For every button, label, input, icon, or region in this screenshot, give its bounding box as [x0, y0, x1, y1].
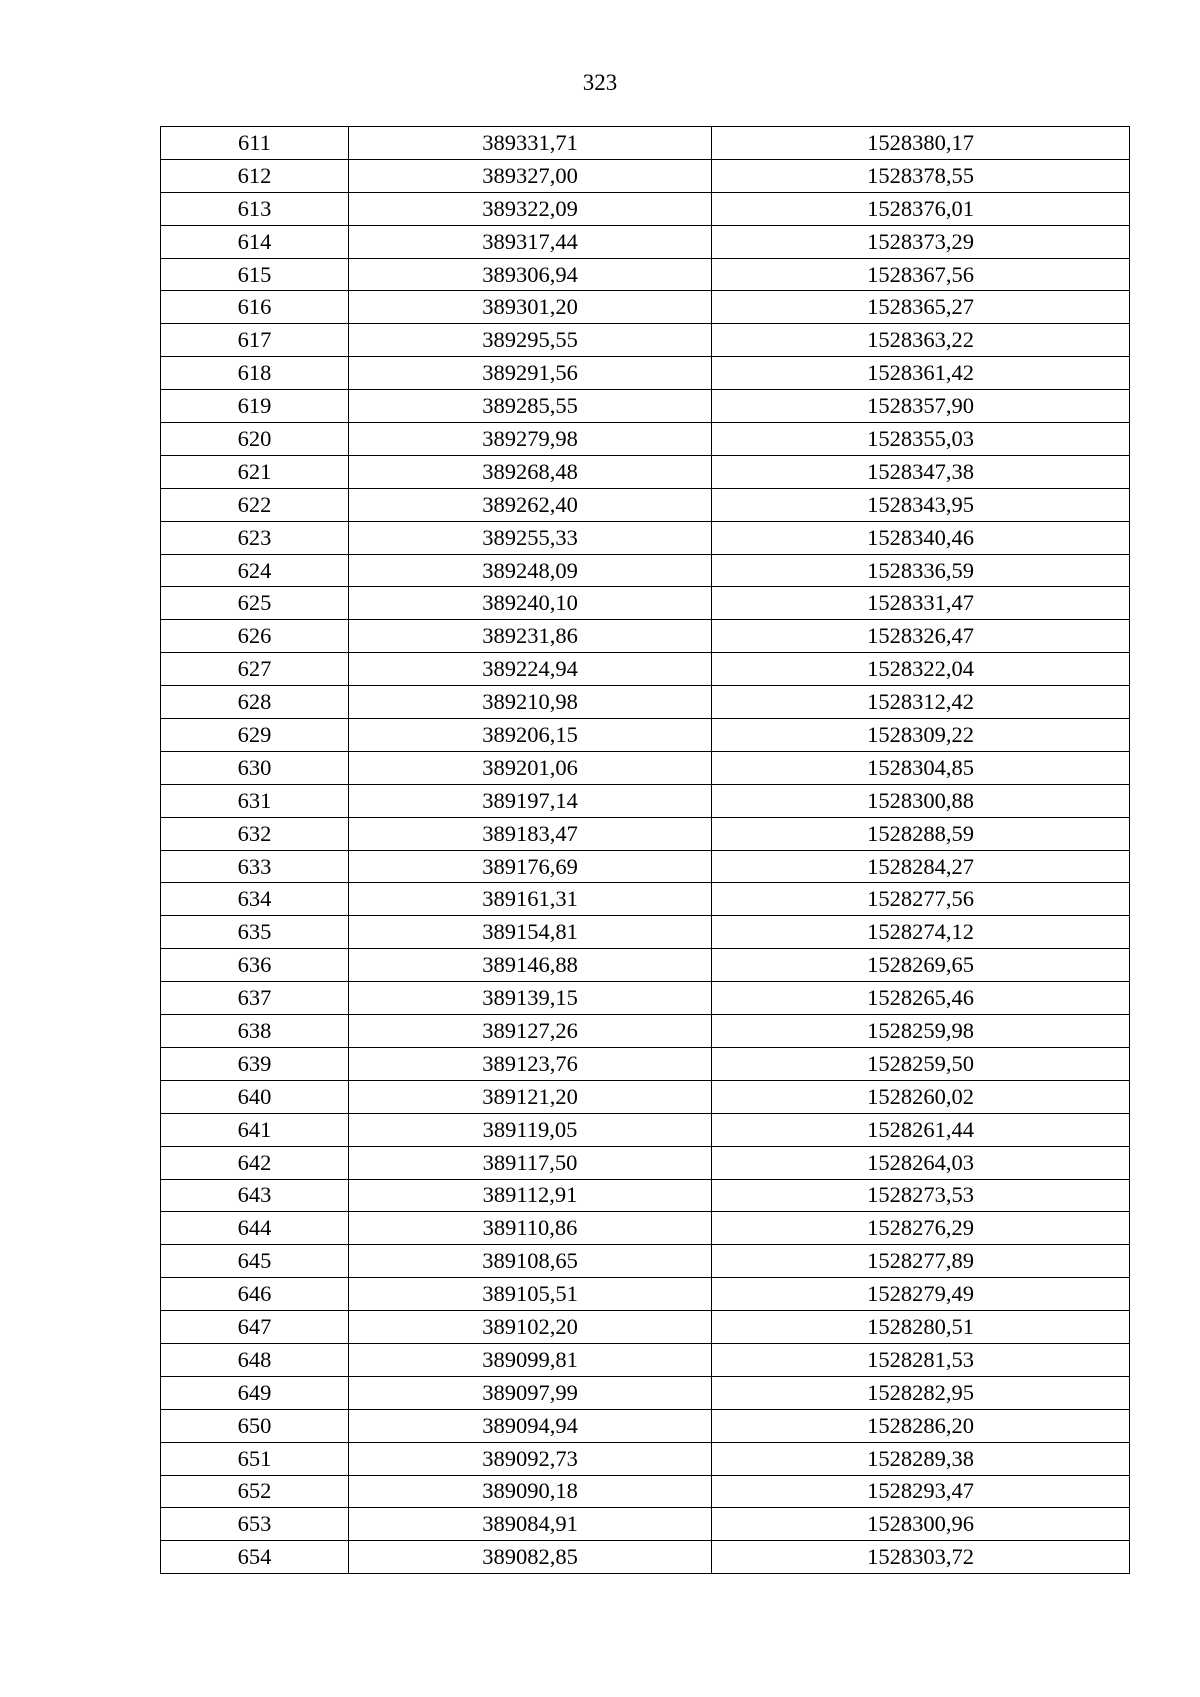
table-row	[161, 719, 1130, 752]
point-number-cell: 624	[161, 554, 349, 587]
x-coordinate-cell: 389154,81	[349, 916, 712, 949]
x-coordinate-cell: 389327,00	[349, 159, 712, 192]
point-number-cell: 650	[161, 1409, 349, 1442]
y-coordinate-cell: 1528303,72	[712, 1541, 1130, 1574]
x-coordinate-cell: 389262,40	[349, 488, 712, 521]
table-row	[161, 159, 1130, 192]
point-number-cell: 645	[161, 1245, 349, 1278]
x-coordinate-cell: 389084,91	[349, 1508, 712, 1541]
table-row	[161, 620, 1130, 653]
table-row	[161, 883, 1130, 916]
x-coordinate-cell: 389248,09	[349, 554, 712, 587]
x-coordinate-cell: 389119,05	[349, 1113, 712, 1146]
x-coordinate-cell: 389206,15	[349, 719, 712, 752]
coordinates-table	[160, 126, 1130, 1574]
x-coordinate-cell: 389094,94	[349, 1409, 712, 1442]
y-coordinate-cell: 1528347,38	[712, 455, 1130, 488]
point-number-cell: 636	[161, 949, 349, 982]
y-coordinate-cell: 1528282,95	[712, 1376, 1130, 1409]
point-number-cell: 630	[161, 751, 349, 784]
y-coordinate-cell: 1528326,47	[712, 620, 1130, 653]
table-row	[161, 488, 1130, 521]
y-coordinate-cell: 1528281,53	[712, 1343, 1130, 1376]
y-coordinate-cell: 1528312,42	[712, 686, 1130, 719]
table-row	[161, 686, 1130, 719]
point-number-cell: 617	[161, 324, 349, 357]
table-row	[161, 817, 1130, 850]
x-coordinate-cell: 389110,86	[349, 1212, 712, 1245]
table-row	[161, 1508, 1130, 1541]
y-coordinate-cell: 1528300,88	[712, 784, 1130, 817]
point-number-cell: 628	[161, 686, 349, 719]
point-number-cell: 649	[161, 1376, 349, 1409]
x-coordinate-cell: 389210,98	[349, 686, 712, 719]
x-coordinate-cell: 389301,20	[349, 291, 712, 324]
table-row	[161, 653, 1130, 686]
x-coordinate-cell: 389092,73	[349, 1442, 712, 1475]
point-number-cell: 618	[161, 357, 349, 390]
y-coordinate-cell: 1528361,42	[712, 357, 1130, 390]
point-number-cell: 634	[161, 883, 349, 916]
point-number-cell: 614	[161, 225, 349, 258]
y-coordinate-cell: 1528260,02	[712, 1080, 1130, 1113]
y-coordinate-cell: 1528265,46	[712, 982, 1130, 1015]
x-coordinate-cell: 389331,71	[349, 127, 712, 160]
point-number-cell: 644	[161, 1212, 349, 1245]
point-number-cell: 621	[161, 455, 349, 488]
y-coordinate-cell: 1528269,65	[712, 949, 1130, 982]
point-number-cell: 648	[161, 1343, 349, 1376]
y-coordinate-cell: 1528288,59	[712, 817, 1130, 850]
point-number-cell: 620	[161, 423, 349, 456]
coordinates-table-body	[161, 127, 1130, 1574]
x-coordinate-cell: 389268,48	[349, 455, 712, 488]
table-row	[161, 1245, 1130, 1278]
x-coordinate-cell: 389255,33	[349, 521, 712, 554]
table-row	[161, 751, 1130, 784]
x-coordinate-cell: 389139,15	[349, 982, 712, 1015]
table-row	[161, 127, 1130, 160]
table-row	[161, 916, 1130, 949]
point-number-cell: 640	[161, 1080, 349, 1113]
point-number-cell: 635	[161, 916, 349, 949]
x-coordinate-cell: 389279,98	[349, 423, 712, 456]
y-coordinate-cell: 1528289,38	[712, 1442, 1130, 1475]
table-row	[161, 324, 1130, 357]
y-coordinate-cell: 1528380,17	[712, 127, 1130, 160]
y-coordinate-cell: 1528273,53	[712, 1179, 1130, 1212]
point-number-cell: 641	[161, 1113, 349, 1146]
point-number-cell: 633	[161, 850, 349, 883]
y-coordinate-cell: 1528373,29	[712, 225, 1130, 258]
y-coordinate-cell: 1528276,29	[712, 1212, 1130, 1245]
table-row	[161, 1311, 1130, 1344]
x-coordinate-cell: 389240,10	[349, 587, 712, 620]
table-row	[161, 258, 1130, 291]
table-row	[161, 1113, 1130, 1146]
point-number-cell: 642	[161, 1146, 349, 1179]
y-coordinate-cell: 1528304,85	[712, 751, 1130, 784]
table-row	[161, 1146, 1130, 1179]
y-coordinate-cell: 1528284,27	[712, 850, 1130, 883]
x-coordinate-cell: 389295,55	[349, 324, 712, 357]
table-row	[161, 390, 1130, 423]
point-number-cell: 637	[161, 982, 349, 1015]
x-coordinate-cell: 389105,51	[349, 1278, 712, 1311]
table-row	[161, 1442, 1130, 1475]
point-number-cell: 639	[161, 1047, 349, 1080]
table-row	[161, 1047, 1130, 1080]
table-row	[161, 423, 1130, 456]
point-number-cell: 647	[161, 1311, 349, 1344]
table-row	[161, 521, 1130, 554]
y-coordinate-cell: 1528277,56	[712, 883, 1130, 916]
y-coordinate-cell: 1528355,03	[712, 423, 1130, 456]
x-coordinate-cell: 389176,69	[349, 850, 712, 883]
point-number-cell: 611	[161, 127, 349, 160]
table-row	[161, 1015, 1130, 1048]
point-number-cell: 654	[161, 1541, 349, 1574]
y-coordinate-cell: 1528277,89	[712, 1245, 1130, 1278]
x-coordinate-cell: 389317,44	[349, 225, 712, 258]
table-row	[161, 1278, 1130, 1311]
y-coordinate-cell: 1528286,20	[712, 1409, 1130, 1442]
table-row	[161, 554, 1130, 587]
table-row	[161, 1475, 1130, 1508]
x-coordinate-cell: 389291,56	[349, 357, 712, 390]
table-row	[161, 982, 1130, 1015]
table-row	[161, 587, 1130, 620]
table-row	[161, 1212, 1130, 1245]
y-coordinate-cell: 1528343,95	[712, 488, 1130, 521]
point-number-cell: 638	[161, 1015, 349, 1048]
page-number: 323	[582, 70, 618, 95]
table-row	[161, 1179, 1130, 1212]
point-number-cell: 651	[161, 1442, 349, 1475]
x-coordinate-cell: 389099,81	[349, 1343, 712, 1376]
table-row	[161, 1409, 1130, 1442]
x-coordinate-cell: 389285,55	[349, 390, 712, 423]
point-number-cell: 626	[161, 620, 349, 653]
point-number-cell: 646	[161, 1278, 349, 1311]
x-coordinate-cell: 389127,26	[349, 1015, 712, 1048]
x-coordinate-cell: 389097,99	[349, 1376, 712, 1409]
y-coordinate-cell: 1528280,51	[712, 1311, 1130, 1344]
x-coordinate-cell: 389197,14	[349, 784, 712, 817]
table-row	[161, 455, 1130, 488]
point-number-cell: 627	[161, 653, 349, 686]
point-number-cell: 629	[161, 719, 349, 752]
point-number-cell: 631	[161, 784, 349, 817]
table-row	[161, 225, 1130, 258]
y-coordinate-cell: 1528376,01	[712, 192, 1130, 225]
table-row	[161, 1541, 1130, 1574]
point-number-cell: 632	[161, 817, 349, 850]
table-row	[161, 357, 1130, 390]
table-row	[161, 1080, 1130, 1113]
y-coordinate-cell: 1528340,46	[712, 521, 1130, 554]
y-coordinate-cell: 1528336,59	[712, 554, 1130, 587]
x-coordinate-cell: 389306,94	[349, 258, 712, 291]
y-coordinate-cell: 1528264,03	[712, 1146, 1130, 1179]
y-coordinate-cell: 1528259,98	[712, 1015, 1130, 1048]
point-number-cell: 619	[161, 390, 349, 423]
table-row	[161, 949, 1130, 982]
y-coordinate-cell: 1528293,47	[712, 1475, 1130, 1508]
y-coordinate-cell: 1528300,96	[712, 1508, 1130, 1541]
point-number-cell: 615	[161, 258, 349, 291]
x-coordinate-cell: 389102,20	[349, 1311, 712, 1344]
y-coordinate-cell: 1528378,55	[712, 159, 1130, 192]
y-coordinate-cell: 1528365,27	[712, 291, 1130, 324]
point-number-cell: 643	[161, 1179, 349, 1212]
point-number-cell: 625	[161, 587, 349, 620]
x-coordinate-cell: 389121,20	[349, 1080, 712, 1113]
x-coordinate-cell: 389108,65	[349, 1245, 712, 1278]
x-coordinate-cell: 389161,31	[349, 883, 712, 916]
point-number-cell: 612	[161, 159, 349, 192]
x-coordinate-cell: 389146,88	[349, 949, 712, 982]
x-coordinate-cell: 389231,86	[349, 620, 712, 653]
x-coordinate-cell: 389322,09	[349, 192, 712, 225]
y-coordinate-cell: 1528322,04	[712, 653, 1130, 686]
y-coordinate-cell: 1528367,56	[712, 258, 1130, 291]
table-row	[161, 850, 1130, 883]
y-coordinate-cell: 1528274,12	[712, 916, 1130, 949]
point-number-cell: 616	[161, 291, 349, 324]
x-coordinate-cell: 389183,47	[349, 817, 712, 850]
y-coordinate-cell: 1528259,50	[712, 1047, 1130, 1080]
point-number-cell: 623	[161, 521, 349, 554]
x-coordinate-cell: 389112,91	[349, 1179, 712, 1212]
x-coordinate-cell: 389123,76	[349, 1047, 712, 1080]
y-coordinate-cell: 1528279,49	[712, 1278, 1130, 1311]
y-coordinate-cell: 1528309,22	[712, 719, 1130, 752]
x-coordinate-cell: 389201,06	[349, 751, 712, 784]
point-number-cell: 613	[161, 192, 349, 225]
x-coordinate-cell: 389090,18	[349, 1475, 712, 1508]
point-number-cell: 622	[161, 488, 349, 521]
table-row	[161, 784, 1130, 817]
table-row	[161, 291, 1130, 324]
x-coordinate-cell: 389082,85	[349, 1541, 712, 1574]
y-coordinate-cell: 1528357,90	[712, 390, 1130, 423]
point-number-cell: 653	[161, 1508, 349, 1541]
point-number-cell: 652	[161, 1475, 349, 1508]
table-row	[161, 192, 1130, 225]
y-coordinate-cell: 1528261,44	[712, 1113, 1130, 1146]
y-coordinate-cell: 1528331,47	[712, 587, 1130, 620]
y-coordinate-cell: 1528363,22	[712, 324, 1130, 357]
table-row	[161, 1343, 1130, 1376]
x-coordinate-cell: 389224,94	[349, 653, 712, 686]
table-row	[161, 1376, 1130, 1409]
x-coordinate-cell: 389117,50	[349, 1146, 712, 1179]
